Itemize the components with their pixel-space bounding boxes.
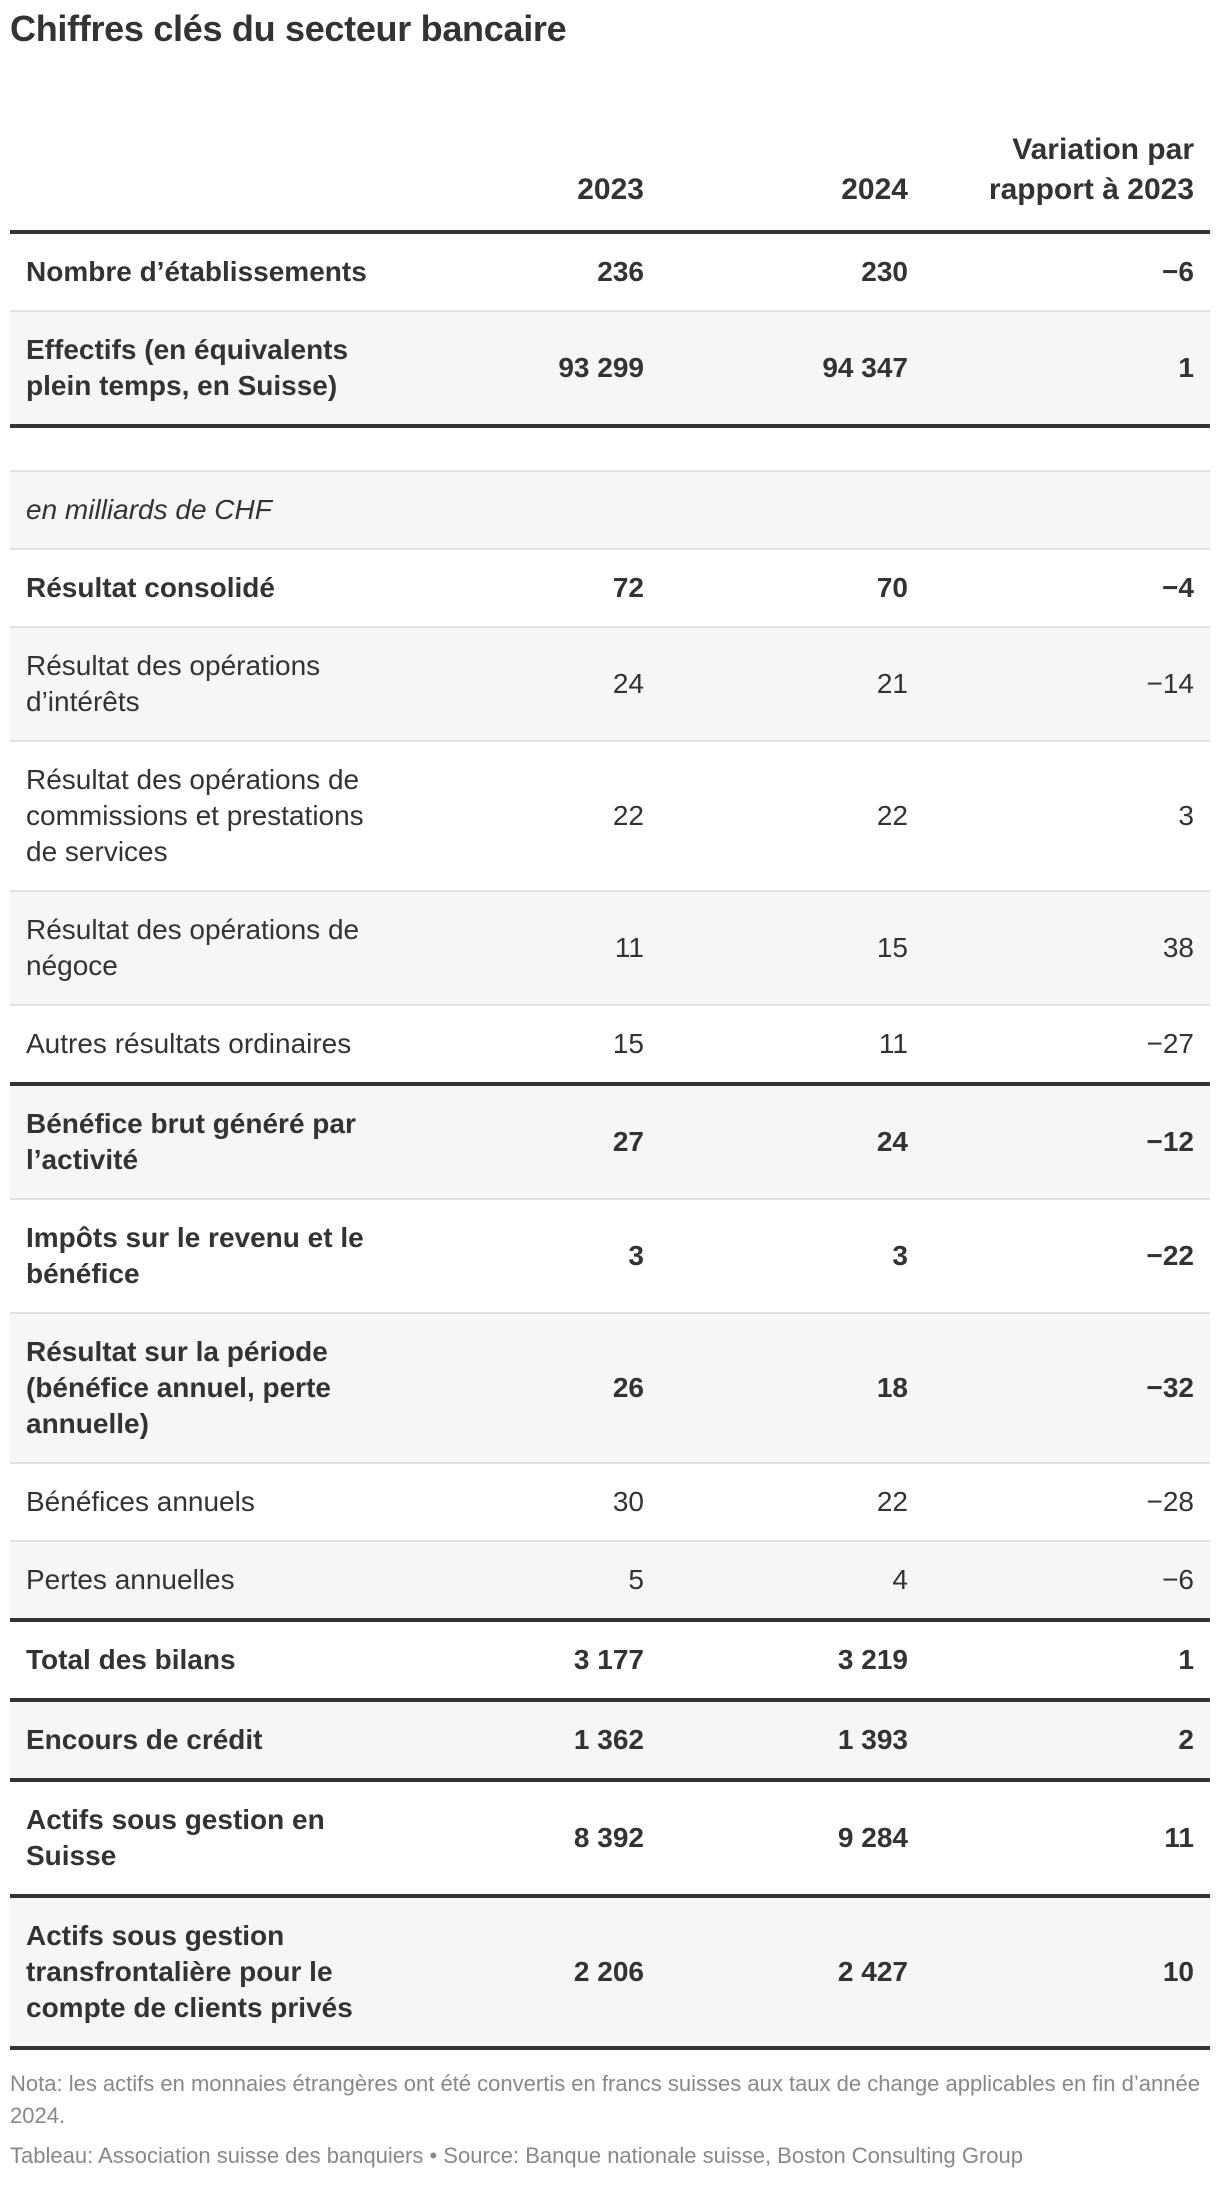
row-label: Impôts sur le revenu et le bénéfice (10, 1199, 410, 1313)
row-label: Nombre d’établissements (10, 232, 410, 311)
table-row (10, 1896, 1210, 2048)
table-row (10, 741, 1210, 891)
cell-2023: 3 177 (410, 1620, 660, 1700)
table-row (10, 627, 1210, 741)
cell-2023: 15 (410, 1005, 660, 1084)
cell-variation: −14 (924, 627, 1210, 741)
table-row (10, 891, 1210, 1005)
cell-variation: −12 (924, 1084, 1210, 1199)
chart-title: Chiffres clés du secteur bancaire (10, 8, 567, 49)
cell-2024: 18 (660, 1313, 924, 1463)
cell-2023: 5 (410, 1541, 660, 1620)
cell-2023: 93 299 (410, 311, 660, 426)
cell-variation: 11 (924, 1780, 1210, 1896)
cell-2024: 9 284 (660, 1780, 924, 1896)
table-row (10, 1005, 1210, 1084)
row-label: Effectifs (en équivalents plein temps, en Suisse) (10, 311, 410, 426)
cell-variation: 1 (924, 1620, 1210, 1700)
table-row (10, 1541, 1210, 1620)
table-row (10, 1463, 1210, 1541)
cell-2024: 21 (660, 627, 924, 741)
row-label: Total des bilans (10, 1620, 410, 1700)
table-row (10, 1620, 1210, 1700)
row-label: Autres résultats ordinaires (10, 1005, 410, 1084)
table-row (10, 1084, 1210, 1199)
cell-2023: 1 362 (410, 1700, 660, 1780)
cell-2023: 8 392 (410, 1780, 660, 1896)
cell-2023: 30 (410, 1463, 660, 1541)
cell-2023: 27 (410, 1084, 660, 1199)
cell-variation: 1 (924, 311, 1210, 426)
row-label: Encours de crédit (10, 1700, 410, 1780)
row-label: Résultat sur la période (bénéfice annuel, perte annuelle) (10, 1313, 410, 1463)
row-label: Bénéfice brut généré par l’activité (10, 1084, 410, 1199)
cell-2024: 70 (660, 549, 924, 627)
row-label: Pertes annuelles (10, 1541, 410, 1620)
cell-2023: 236 (410, 232, 660, 311)
cell-variation: −6 (924, 232, 1210, 311)
cell-variation: −32 (924, 1313, 1210, 1463)
cell-variation: 3 (924, 741, 1210, 891)
cell-2024: 3 219 (660, 1620, 924, 1700)
cell-variation: 2 (924, 1700, 1210, 1780)
cell-2024: 22 (660, 741, 924, 891)
cell-2023: 26 (410, 1313, 660, 1463)
source-credit: Tableau: Association suisse des banquiers • Source: Banque nationale suisse, Boston Consulting Group (10, 2143, 1023, 2168)
cell-2023: 11 (410, 891, 660, 1005)
cell-variation: −6 (924, 1541, 1210, 1620)
cell-variation: −27 (924, 1005, 1210, 1084)
cell-2024: 230 (660, 232, 924, 311)
cell-variation: −22 (924, 1199, 1210, 1313)
cell-2024: 2 427 (660, 1896, 924, 2048)
cell-variation: 10 (924, 1896, 1210, 2048)
table-row (10, 1780, 1210, 1896)
cell-2024: 15 (660, 891, 924, 1005)
table-row (10, 1199, 1210, 1313)
column-header-variation: Variation par rapport à 2023 (924, 100, 1210, 232)
table-row (10, 311, 1210, 426)
cell-2023: 3 (410, 1199, 660, 1313)
cell-2024: 3 (660, 1199, 924, 1313)
unit-row (10, 471, 1210, 549)
cell-2024: 1 393 (660, 1700, 924, 1780)
cell-2024: 4 (660, 1541, 924, 1620)
table-row (10, 1313, 1210, 1463)
column-header-2023: 2023 (410, 100, 660, 232)
cell-2023: 72 (410, 549, 660, 627)
cell-variation: 38 (924, 891, 1210, 1005)
cell-2024: 24 (660, 1084, 924, 1199)
row-label: Bénéfices annuels (10, 1463, 410, 1541)
row-label: Résultat des opérations d’intérêts (10, 627, 410, 741)
data-table (10, 100, 1210, 2050)
row-label: Actifs sous gestion en Suisse (10, 1780, 410, 1896)
cell-2024: 11 (660, 1005, 924, 1084)
unit-label: en milliards de CHF (10, 471, 1210, 549)
cell-2023: 22 (410, 741, 660, 891)
column-header-2024: 2024 (660, 100, 924, 232)
table-header-row (10, 100, 1210, 232)
cell-2023: 2 206 (410, 1896, 660, 2048)
table-spacer (10, 426, 1210, 471)
row-label: Résultat consolidé (10, 549, 410, 627)
table-row (10, 549, 1210, 627)
cell-variation: −28 (924, 1463, 1210, 1541)
cell-2024: 94 347 (660, 311, 924, 426)
cell-2024: 22 (660, 1463, 924, 1541)
table-row (10, 232, 1210, 311)
row-label: Résultat des opérations de négoce (10, 891, 410, 1005)
row-label: Actifs sous gestion transfrontalière pour le compte de clients privés (10, 1896, 410, 2048)
cell-2023: 24 (410, 627, 660, 741)
table-row (10, 1700, 1210, 1780)
footnote: Nota: les actifs en monnaies étrangères ont été convertis en francs suisses aux taux de change applicables en fin d’année 2024. (10, 2071, 1200, 2128)
row-label: Résultat des opérations de commissions et prestations de services (10, 741, 410, 891)
cell-variation: −4 (924, 549, 1210, 627)
column-header-label (10, 100, 410, 232)
